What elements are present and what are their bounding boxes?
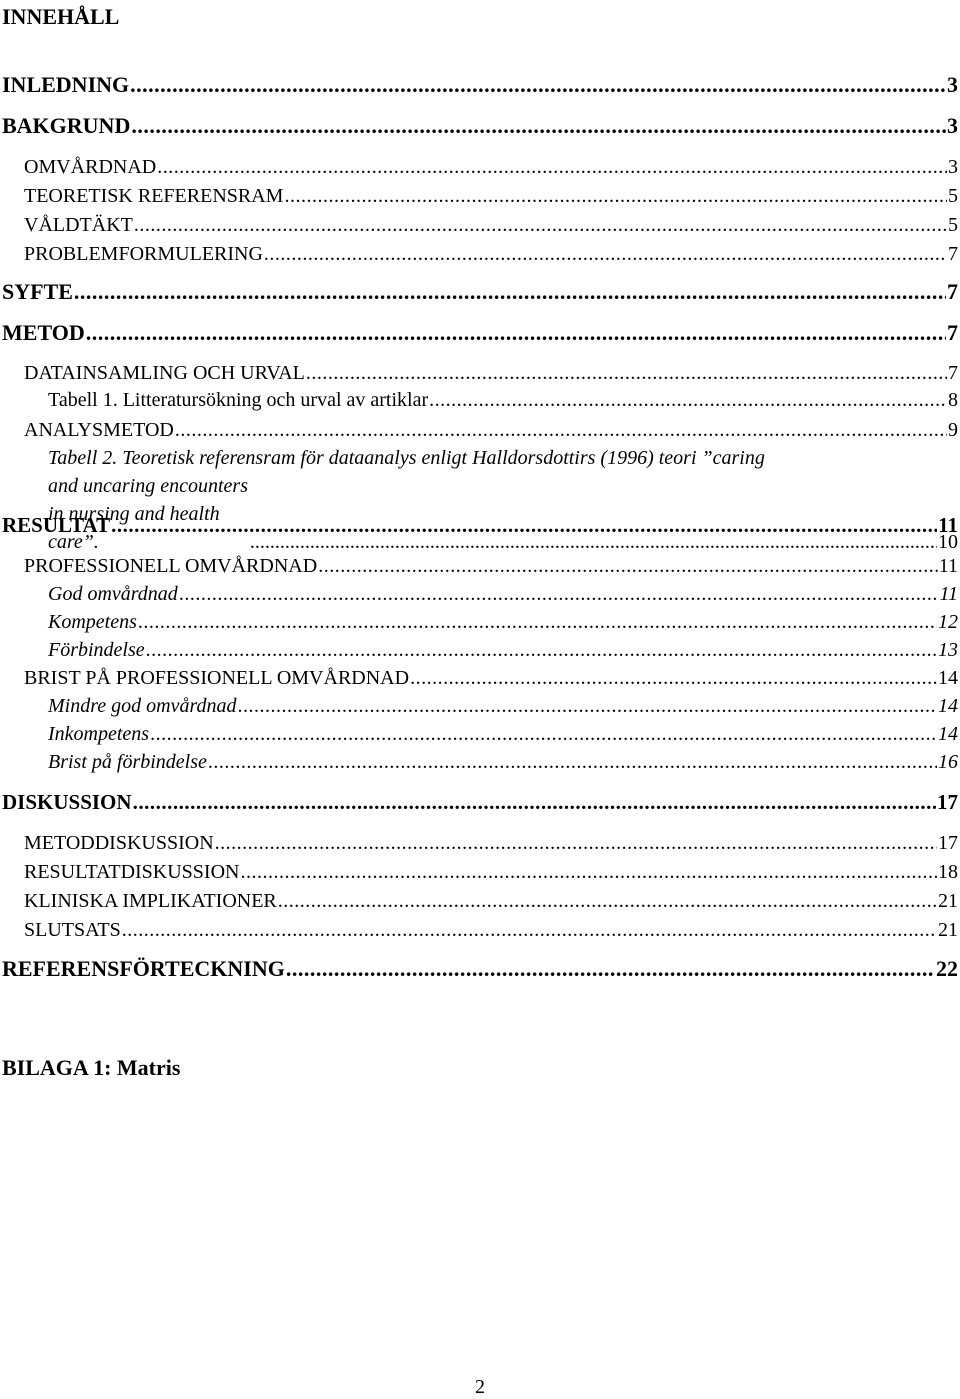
toc-page: 22 — [936, 956, 958, 981]
toc-entry-tabell-1[interactable] — [48, 390, 958, 410]
toc-label: BAKGRUND — [2, 113, 131, 138]
toc-label: RESULTATDISKUSSION — [24, 861, 240, 883]
toc-entry-kliniska-implikationer[interactable] — [24, 891, 958, 911]
toc-label: Inkompetens — [48, 723, 150, 745]
toc-entry-inledning[interactable] — [2, 74, 958, 96]
toc-entry-mindre-god-omvardnad[interactable] — [48, 696, 958, 716]
toc-entry-professionell-omvardnad[interactable] — [24, 556, 958, 576]
toc-label: ANALYSMETOD — [24, 419, 174, 441]
toc-entry-god-omvardnad[interactable] — [48, 584, 958, 604]
toc-label: SYFTE — [2, 279, 73, 304]
toc-page: 11 — [938, 555, 958, 577]
toc-page: 9 — [948, 419, 958, 441]
toc-entry-metod[interactable] — [2, 322, 958, 344]
toc-entry-diskussion[interactable] — [2, 792, 958, 813]
toc-entry-analysmetod[interactable] — [24, 420, 958, 440]
toc-entry-problemformulering[interactable] — [24, 244, 958, 264]
page-number: 2 — [475, 1376, 485, 1398]
toc-entry-resultatdiskussion[interactable] — [24, 862, 958, 882]
toc-page: 13 — [938, 639, 958, 661]
toc-label: God omvårdnad — [48, 583, 178, 605]
toc-entry-inkompetens[interactable] — [48, 724, 958, 744]
toc-page: 3 — [947, 113, 958, 138]
toc-entry-bakgrund[interactable] — [2, 115, 958, 137]
toc-page: 17 — [937, 790, 958, 814]
toc-label: METOD — [2, 320, 85, 345]
toc-page: 3 — [947, 72, 958, 97]
toc-label: Förbindelse — [48, 639, 145, 661]
toc-entry-brist-forbindelse[interactable] — [48, 752, 958, 772]
toc-label: METODDISKUSSION — [24, 832, 214, 854]
toc-entry-referensforteckning[interactable] — [2, 958, 958, 980]
toc-page: 18 — [938, 861, 958, 883]
toc-page: 7 — [947, 320, 958, 345]
toc-page: 3 — [948, 156, 958, 178]
toc-label: REFERENSFÖRTECKNING — [2, 956, 285, 981]
toc-page: 8 — [948, 389, 958, 411]
toc-label: RESULTAT — [2, 513, 111, 537]
toc-page: 10 — [938, 531, 958, 553]
toc-page: 11 — [939, 583, 958, 605]
toc-label: KLINISKA IMPLIKATIONER — [24, 890, 277, 912]
toc-page: 11 — [938, 513, 958, 537]
toc-entry-teoretisk-referensram[interactable] — [24, 186, 958, 206]
toc-page: 21 — [938, 919, 958, 941]
toc-label: Tabell 1. Litteratursökning och urval av artiklar — [48, 389, 429, 411]
toc-page: 14 — [938, 695, 958, 717]
toc-page: 7 — [948, 362, 958, 384]
toc-page: 21 — [938, 890, 958, 912]
toc-page: 5 — [948, 214, 958, 236]
toc-label-line1: Tabell 2. Teoretisk referensram för dataanalys enligt Halldorsdottirs (1996) teori ”caring — [48, 447, 765, 469]
toc-label: PROFESSIONELL OMVÅRDNAD — [24, 555, 318, 577]
toc-entry-brist-professionell[interactable] — [24, 668, 958, 688]
toc-label: BRIST PÅ PROFESSIONELL OMVÅRDNAD — [24, 667, 410, 689]
toc-page: 7 — [948, 243, 958, 265]
toc-page: 17 — [938, 832, 958, 854]
toc-page: 7 — [947, 279, 958, 304]
toc-entry-valdtakt[interactable] — [24, 215, 958, 235]
toc-heading: INNEHÅLL — [2, 4, 120, 29]
toc-page: 12 — [938, 611, 958, 633]
toc-label-line2: and uncaring encounters in nursing and health care”. — [48, 475, 248, 553]
toc-label: Mindre god omvårdnad — [48, 695, 237, 717]
toc-entry-syfte[interactable] — [2, 281, 958, 303]
toc-label: OMVÅRDNAD — [24, 156, 157, 178]
toc-entry-metoddiskussion[interactable] — [24, 833, 958, 853]
toc-page: 16 — [938, 751, 958, 773]
toc-entry-omvardnad[interactable] — [24, 157, 958, 177]
toc-label: INLEDNING — [2, 72, 130, 97]
toc-page: 5 — [948, 185, 958, 207]
toc-entry-kompetens[interactable] — [48, 612, 958, 632]
toc-entry-resultat[interactable] — [2, 515, 958, 536]
toc-entry-slutsats[interactable] — [24, 920, 958, 940]
toc-entry-datainsamling[interactable] — [24, 363, 958, 383]
toc-label: Kompetens — [48, 611, 137, 633]
toc-page: 14 — [938, 667, 958, 689]
toc-label: Brist på förbindelse — [48, 751, 207, 773]
toc-label: VÅLDTÄKT — [24, 214, 133, 236]
toc-label: TEORETISK REFERENSRAM — [24, 185, 284, 207]
toc-entry-tabell-2[interactable] — [48, 444, 958, 556]
appendix-title: BILAGA 1: Matris — [2, 1055, 181, 1080]
toc-label: DATAINSAMLING OCH URVAL — [24, 362, 305, 384]
toc-page: 14 — [938, 723, 958, 745]
toc-entry-forbindelse[interactable] — [48, 640, 958, 660]
toc-label: PROBLEMFORMULERING — [24, 243, 263, 265]
toc-label: DISKUSSION — [2, 790, 132, 814]
toc-label: SLUTSATS — [24, 919, 121, 941]
